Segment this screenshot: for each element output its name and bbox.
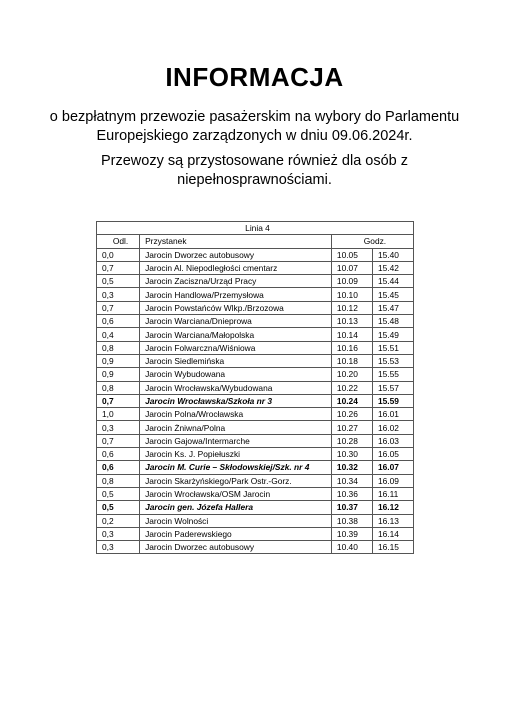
table-row [97, 421, 414, 434]
table-header-row [97, 235, 414, 248]
table-row [97, 541, 414, 554]
line-label: Linia 4 [97, 222, 414, 235]
distance-cell: 0,7 [97, 394, 140, 407]
time-morning-cell: 10.38 [331, 514, 372, 527]
stop-cell: Jarocin Paderewskiego [140, 527, 332, 540]
header-time: Godz. [331, 235, 413, 248]
table-row [97, 328, 414, 341]
time-morning-cell: 10.37 [331, 501, 372, 514]
time-morning-cell: 10.05 [331, 248, 372, 261]
table-row [97, 474, 414, 487]
time-morning-cell: 10.27 [331, 421, 372, 434]
time-morning-cell: 10.07 [331, 261, 372, 274]
stop-cell: Jarocin Wrocławska/Szkoła nr 3 [140, 394, 332, 407]
time-morning-cell: 10.13 [331, 315, 372, 328]
time-afternoon-cell: 15.42 [372, 261, 413, 274]
stop-cell: Jarocin Skarżyńskiego/Park Ostr.-Gorz. [140, 474, 332, 487]
accessibility-note [40, 152, 469, 190]
distance-cell: 0,2 [97, 514, 140, 527]
table-row [97, 275, 414, 288]
time-morning-cell: 10.36 [331, 487, 372, 500]
distance-cell: 0,8 [97, 474, 140, 487]
time-afternoon-cell: 15.44 [372, 275, 413, 288]
time-morning-cell: 10.24 [331, 394, 372, 407]
schedule-table [96, 221, 414, 554]
distance-cell: 0,5 [97, 487, 140, 500]
stop-cell: Jarocin Wolności [140, 514, 332, 527]
header-stop: Przystanek [140, 235, 332, 248]
table-row [97, 354, 414, 367]
time-afternoon-cell: 15.51 [372, 341, 413, 354]
time-afternoon-cell: 16.11 [372, 487, 413, 500]
stop-cell: Jarocin Warciana/Małopolska [140, 328, 332, 341]
stop-cell: Jarocin Wybudowana [140, 368, 332, 381]
distance-cell: 0,9 [97, 354, 140, 367]
time-morning-cell: 10.18 [331, 354, 372, 367]
time-afternoon-cell: 16.12 [372, 501, 413, 514]
time-afternoon-cell: 15.47 [372, 301, 413, 314]
distance-cell: 0,7 [97, 301, 140, 314]
stop-cell: Jarocin Zaciszna/Urząd Pracy [140, 275, 332, 288]
time-afternoon-cell: 16.01 [372, 408, 413, 421]
stop-cell: Jarocin Al. Niepodległości cmentarz [140, 261, 332, 274]
distance-cell: 0,4 [97, 328, 140, 341]
time-morning-cell: 10.32 [331, 461, 372, 474]
table-line-row [97, 222, 414, 235]
stop-cell: Jarocin gen. Józefa Hallera [140, 501, 332, 514]
stop-cell: Jarocin Powstańców Wlkp./Brzozowa [140, 301, 332, 314]
distance-cell: 0,5 [97, 275, 140, 288]
time-afternoon-cell: 16.05 [372, 448, 413, 461]
distance-cell: 0,8 [97, 341, 140, 354]
distance-cell: 0,5 [97, 501, 140, 514]
time-afternoon-cell: 15.53 [372, 354, 413, 367]
time-afternoon-cell: 15.45 [372, 288, 413, 301]
distance-cell: 0,0 [97, 248, 140, 261]
stop-cell: Jarocin Handlowa/Przemysłowa [140, 288, 332, 301]
time-morning-cell: 10.14 [331, 328, 372, 341]
table-row [97, 527, 414, 540]
time-morning-cell: 10.12 [331, 301, 372, 314]
time-afternoon-cell: 16.15 [372, 541, 413, 554]
time-afternoon-cell: 16.09 [372, 474, 413, 487]
table-row [97, 368, 414, 381]
time-afternoon-cell: 15.49 [372, 328, 413, 341]
time-morning-cell: 10.39 [331, 527, 372, 540]
time-morning-cell: 10.22 [331, 381, 372, 394]
stop-cell: Jarocin Gajowa/Intermarche [140, 434, 332, 447]
time-morning-cell: 10.10 [331, 288, 372, 301]
distance-cell: 0,3 [97, 288, 140, 301]
intro-paragraph [40, 108, 469, 146]
note-line-1: Przewozy są przystosowane również dla osób z [100, 153, 409, 169]
time-afternoon-cell: 16.13 [372, 514, 413, 527]
table-row [97, 315, 414, 328]
time-afternoon-cell: 15.59 [372, 394, 413, 407]
time-afternoon-cell: 16.07 [372, 461, 413, 474]
time-afternoon-cell: 16.03 [372, 434, 413, 447]
distance-cell: 0,6 [97, 315, 140, 328]
distance-cell: 0,6 [97, 448, 140, 461]
distance-cell: 0,8 [97, 381, 140, 394]
intro-line-1: o bezpłatnym przewozie pasażerskim na wybory do Parlamentu [49, 109, 460, 125]
table-row [97, 487, 414, 500]
time-morning-cell: 10.16 [331, 341, 372, 354]
table-row [97, 301, 414, 314]
time-morning-cell: 10.34 [331, 474, 372, 487]
distance-cell: 0,3 [97, 421, 140, 434]
stop-cell: Jarocin Folwarczna/Wiśniowa [140, 341, 332, 354]
intro-line-2: Europejskiego zarządzonych w dniu 09.06.2024r. [96, 128, 413, 144]
time-morning-cell: 10.30 [331, 448, 372, 461]
distance-cell: 1,0 [97, 408, 140, 421]
time-morning-cell: 10.20 [331, 368, 372, 381]
time-afternoon-cell: 15.55 [372, 368, 413, 381]
note-line-2: niepełnosprawnościami. [177, 172, 332, 188]
table-row [97, 514, 414, 527]
time-morning-cell: 10.28 [331, 434, 372, 447]
time-afternoon-cell: 15.57 [372, 381, 413, 394]
stop-cell: Jarocin Ks. J. Popiełuszki [140, 448, 332, 461]
distance-cell: 0,7 [97, 261, 140, 274]
stop-cell: Jarocin Warciana/Dnieprowa [140, 315, 332, 328]
stop-cell: Jarocin Wrocławska/Wybudowana [140, 381, 332, 394]
time-afternoon-cell: 15.40 [372, 248, 413, 261]
table-row [97, 341, 414, 354]
table-row [97, 248, 414, 261]
table-row [97, 394, 414, 407]
stop-cell: Jarocin Żniwna/Polna [140, 421, 332, 434]
time-morning-cell: 10.40 [331, 541, 372, 554]
distance-cell: 0,3 [97, 527, 140, 540]
stop-cell: Jarocin Dworzec autobusowy [140, 248, 332, 261]
time-afternoon-cell: 16.02 [372, 421, 413, 434]
time-morning-cell: 10.26 [331, 408, 372, 421]
table-row [97, 501, 414, 514]
distance-cell: 0,6 [97, 461, 140, 474]
distance-cell: 0,3 [97, 541, 140, 554]
table-row [97, 381, 414, 394]
table-row [97, 434, 414, 447]
time-afternoon-cell: 15.48 [372, 315, 413, 328]
stop-cell: Jarocin M. Curie – Skłodowskiej/Szk. nr 4 [140, 461, 332, 474]
table-row [97, 261, 414, 274]
table-row [97, 448, 414, 461]
time-afternoon-cell: 16.14 [372, 527, 413, 540]
table-row [97, 461, 414, 474]
table-row [97, 288, 414, 301]
page-title: INFORMACJA [165, 62, 344, 92]
table-row [97, 408, 414, 421]
stop-cell: Jarocin Wrocławska/OSM Jarocin [140, 487, 332, 500]
header-distance: Odl. [97, 235, 140, 248]
stop-cell: Jarocin Siedlemińska [140, 354, 332, 367]
time-morning-cell: 10.09 [331, 275, 372, 288]
distance-cell: 0,9 [97, 368, 140, 381]
stop-cell: Jarocin Dworzec autobusowy [140, 541, 332, 554]
distance-cell: 0,7 [97, 434, 140, 447]
stop-cell: Jarocin Polna/Wrocławska [140, 408, 332, 421]
